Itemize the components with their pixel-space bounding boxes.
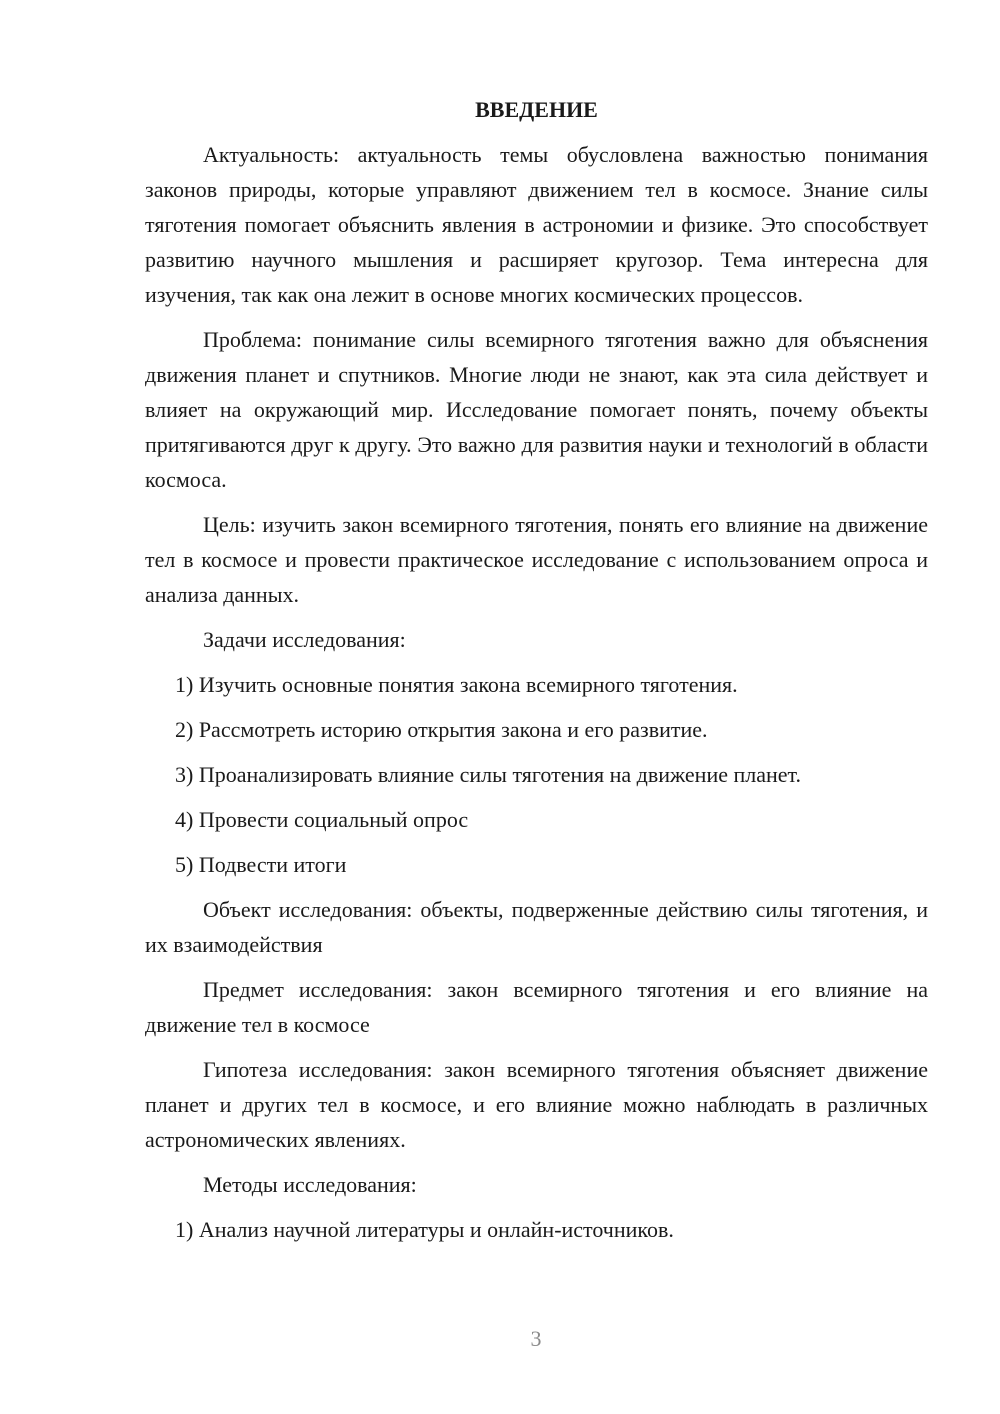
hypothesis-paragraph: Гипотеза исследования: закон всемирного тяготения объясняет движение планет и других тел в космосе, и его влияние можно наблюдать в различных астрономических явлениях. <box>145 1057 928 1152</box>
page-number: 3 <box>530 1326 542 1351</box>
relevance-paragraph: Актуальность: актуальность темы обусловлена важностью понимания законов природы, которые управляют движением тел в космосе. Знание силы тяготения помогает объяснить явления в астрономии и физике. Это способствует развитию научного мышления и расширяет кругозор. Тема интересна для изучения, так как она лежит в основе многих космических процессов. <box>145 142 928 307</box>
goal-paragraph: Цель: изучить закон всемирного тяготения, понять его влияние на движение тел в космосе и провести практическое исследование с использованием опроса и анализа данных. <box>145 512 928 607</box>
page-title: ВВЕДЕНИЕ <box>475 97 598 122</box>
methods-heading: Методы исследования: <box>203 1172 417 1197</box>
method-item: 1) Анализ научной литературы и онлайн-источников. <box>175 1217 674 1242</box>
document-page <box>145 92 928 1257</box>
task-item: 1) Изучить основные понятия закона всемирного тяготения. <box>175 672 738 697</box>
object-paragraph: Объект исследования: объекты, подверженные действию силы тяготения, и их взаимодействия <box>145 897 928 957</box>
task-item: 2) Рассмотреть историю открытия закона и его развитие. <box>175 717 708 742</box>
problem-paragraph: Проблема: понимание силы всемирного тяготения важно для объяснения движения планет и спутников. Многие люди не знают, как эта сила действует и влияет на окружающий мир. Исследование помогает понять, почему объекты притягиваются друг к другу. Это важно для развития науки и технологий в области космоса. <box>145 327 928 492</box>
tasks-heading: Задачи исследования: <box>203 627 406 652</box>
task-item: 3) Проанализировать влияние силы тяготения на движение планет. <box>175 762 802 787</box>
task-item: 5) Подвести итоги <box>175 852 347 877</box>
subject-paragraph: Предмет исследования: закон всемирного тяготения и его влияние на движение тел в космосе <box>145 977 928 1037</box>
task-item: 4) Провести социальный опрос <box>175 807 469 832</box>
